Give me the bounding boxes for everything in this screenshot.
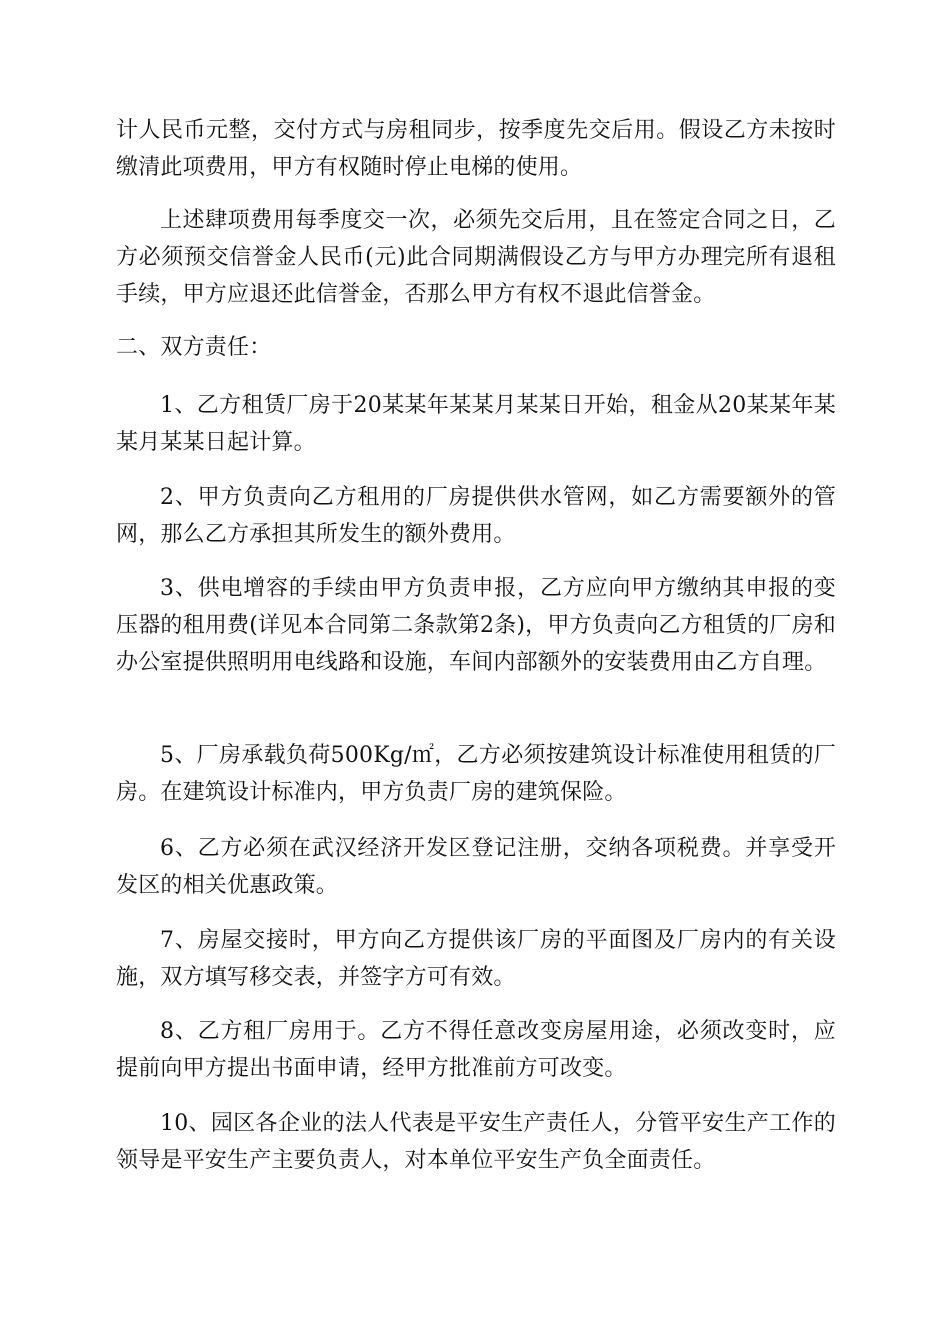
clause-3: 3、供电增容的手续由甲方负责申报，乙方应向甲方缴纳其申报的变压器的租用费(详见本合同第二条款第2条)，甲方负责向乙方租赁的厂房和办公室提供照明用电线路和设施，车间内部额外的安装费用由乙方自理。 bbox=[116, 576, 836, 675]
clause-7: 7、房屋交接时，甲方向乙方提供该厂房的平面图及厂房内的有关设施，双方填写移交表，并签字方可有效。 bbox=[116, 928, 836, 990]
clause-2: 2、甲方负责向乙方租用的厂房提供供水管网，如乙方需要额外的管网，那么乙方承担其所发生的额外费用。 bbox=[116, 485, 836, 547]
section-heading-responsibilities: 二、双方责任： bbox=[116, 335, 272, 360]
clause-5: 5、厂房承载负荷500Kg/㎡，乙方必须按建筑设计标准使用租赁的厂房。在建筑设计标准内，甲方负责厂房的建筑保险。 bbox=[116, 743, 836, 805]
clause-1: 1、乙方租赁厂房于20某某年某某月某某日开始，租金从20某某年某某月某某日起计算。 bbox=[116, 393, 836, 455]
clause-10: 10、园区各企业的法人代表是平安生产责任人，分管平安生产工作的领导是平安生产主要负责人，对本单位平安生产负全面责任。 bbox=[116, 1111, 836, 1173]
paragraph-deposit: 上述肆项费用每季度交一次，必须先交后用，且在签定合同之日，乙方必须预交信誉金人民币(元)此合同期满假设乙方与甲方办理完所有退租手续，甲方应退还此信誉金，否那么甲方有权不退此信誉金。 bbox=[116, 208, 836, 307]
clause-8: 8、乙方租厂房用于。乙方不得任意改变房屋用途，必须改变时，应提前向甲方提出书面申请，经甲方批准前方可改变。 bbox=[116, 1019, 836, 1081]
paragraph-fee-payment: 计人民币元整，交付方式与房租同步，按季度先交后用。假设乙方未按时缴清此项费用，甲方有权随时停止电梯的使用。 bbox=[116, 118, 836, 180]
clause-6: 6、乙方必须在武汉经济开发区登记注册，交纳各项税费。并享受开发区的相关优惠政策。 bbox=[116, 836, 836, 898]
